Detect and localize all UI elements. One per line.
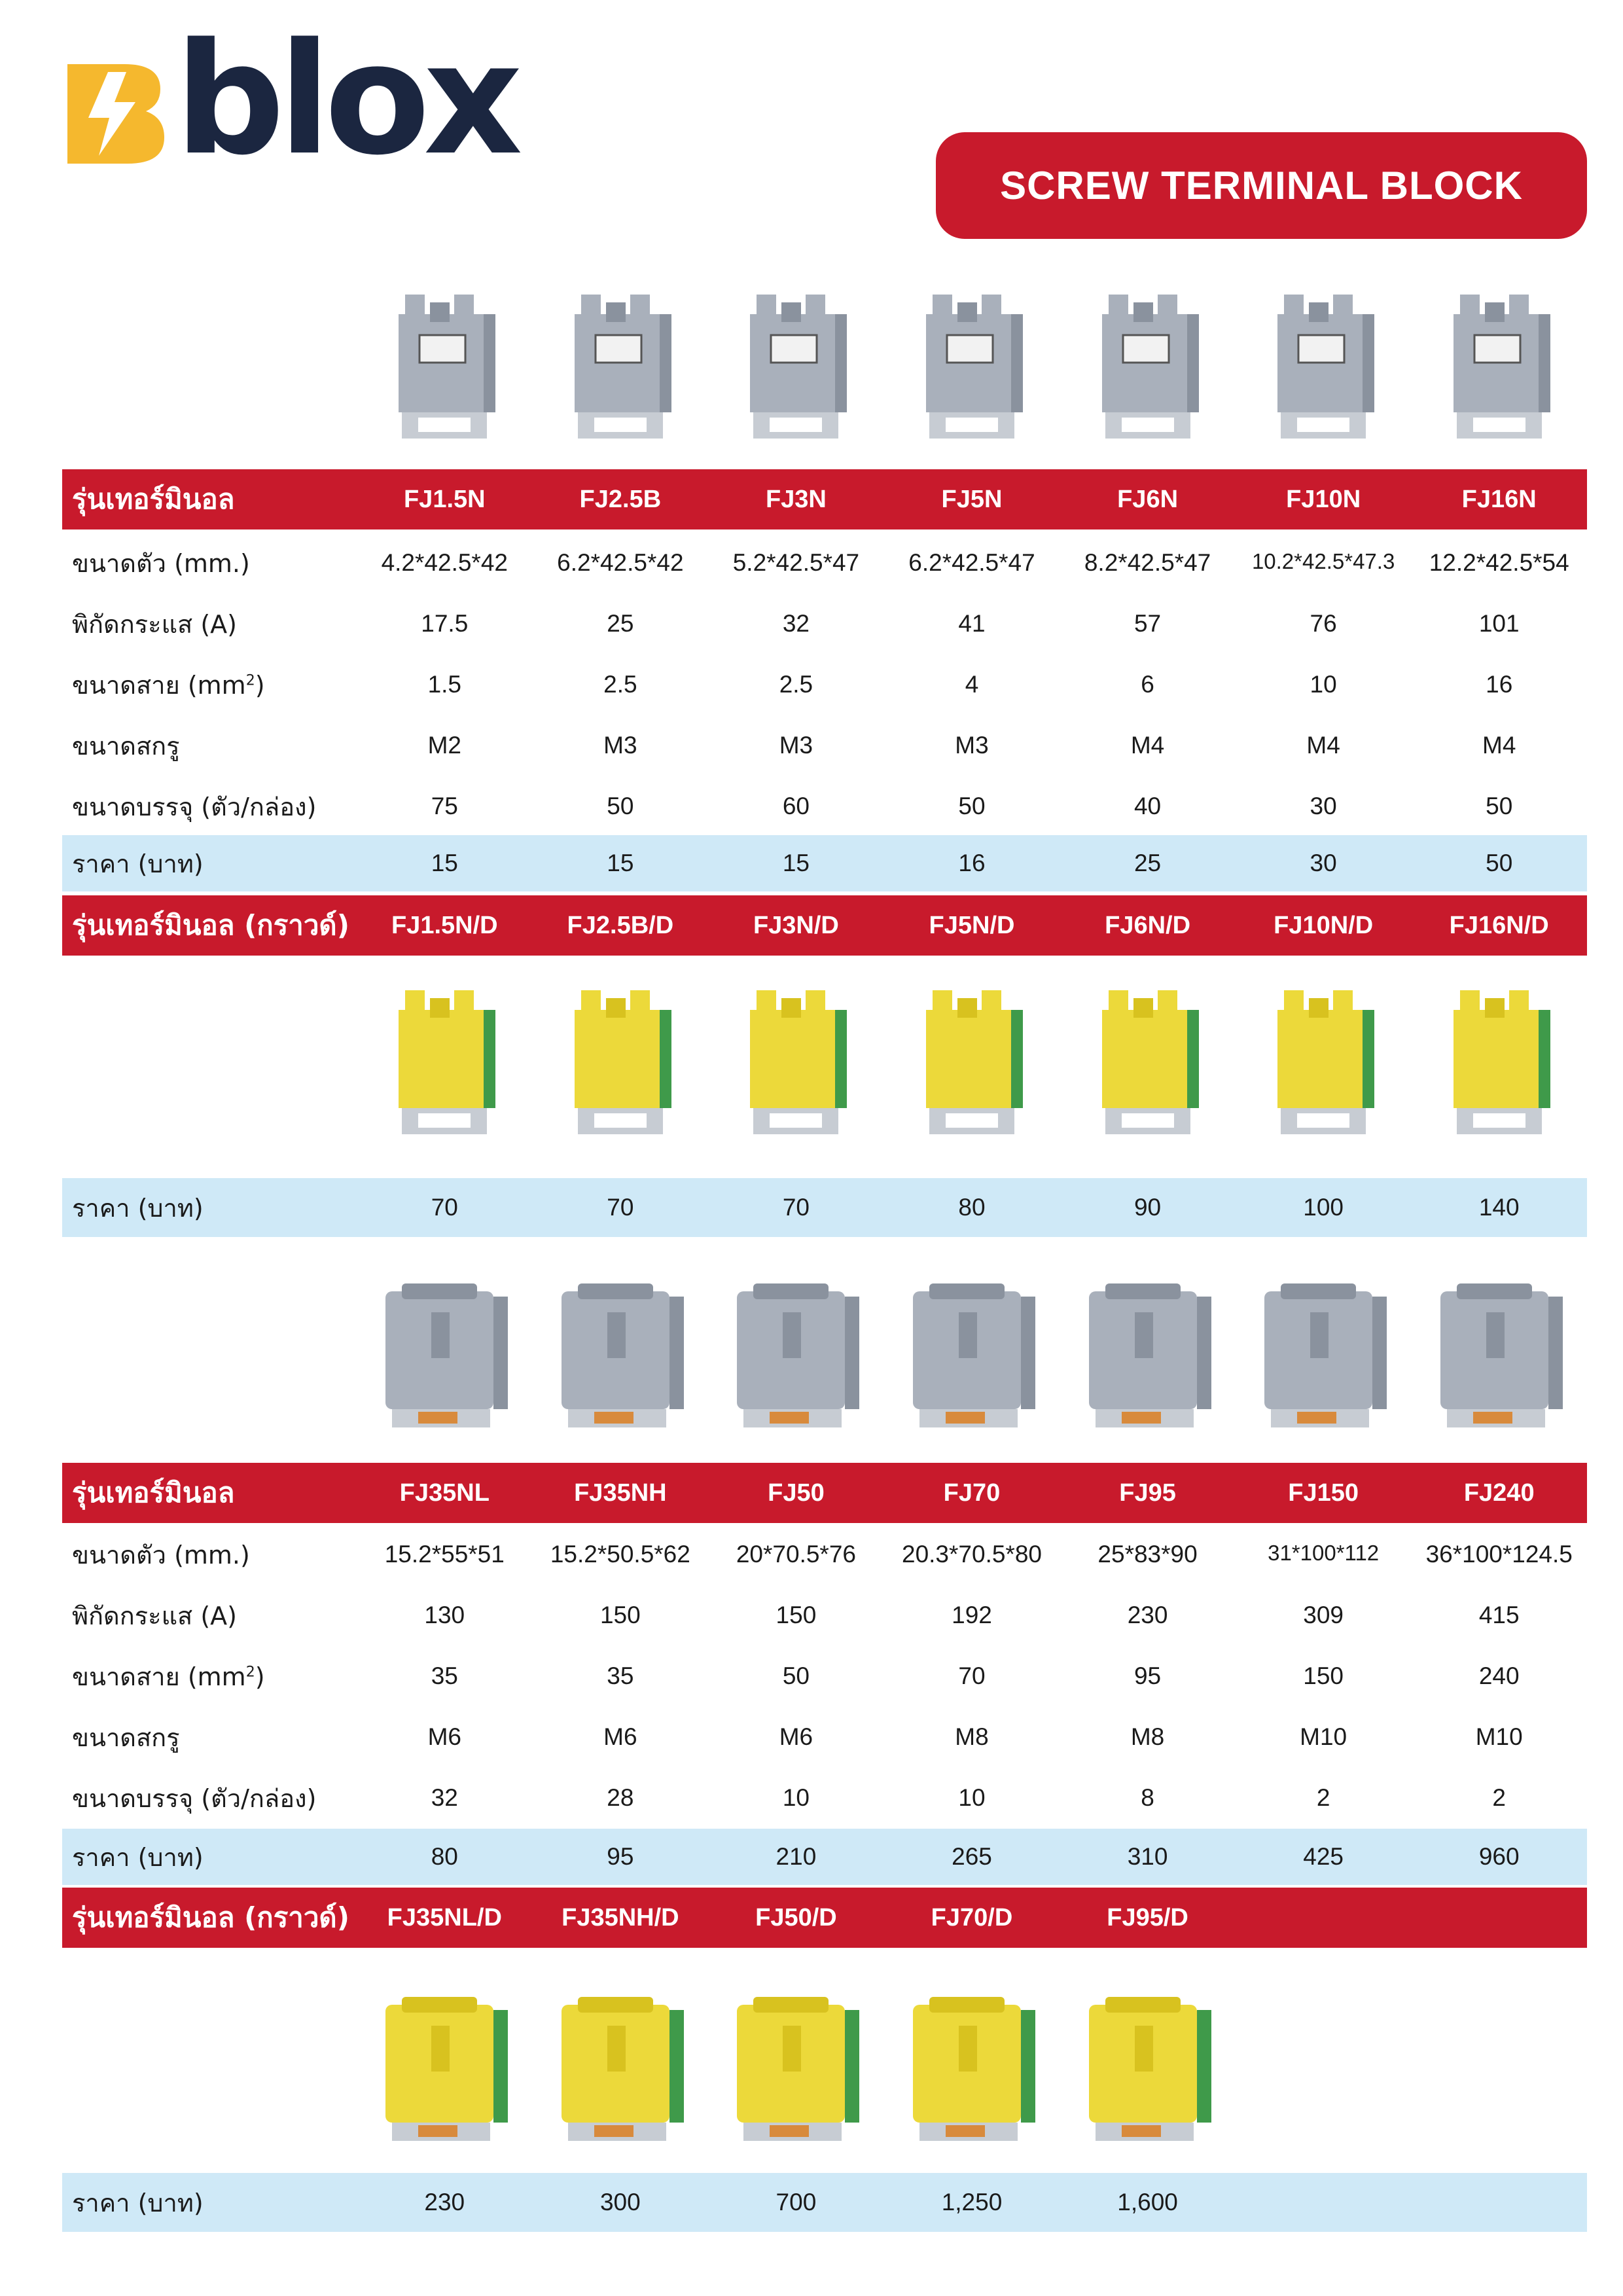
model-cell: FJ10N <box>1286 485 1361 513</box>
product-image <box>357 1268 533 1439</box>
screw-cell: M4 <box>1306 732 1340 759</box>
ground-model-cell: FJ35NL/D <box>387 1903 502 1931</box>
price-cell: 210 <box>776 1843 817 1870</box>
pack-cell: 30 <box>1310 793 1337 819</box>
ground-model-cell: FJ16N/D <box>1449 911 1549 939</box>
grey-terminal-block-icon <box>1251 1272 1395 1435</box>
current-cell: 130 <box>424 1602 465 1628</box>
current-cell: 25 <box>607 610 634 637</box>
screw-cell: M4 <box>1130 732 1165 759</box>
table1-size-row <box>62 535 1587 591</box>
screw-cell: M8 <box>1130 1723 1165 1750</box>
pack-label: ขนาดบรรจุ (ตัว/กล่อง) <box>72 1784 317 1813</box>
table2-pack-row <box>62 1770 1587 1826</box>
table2-screw-row <box>62 1709 1587 1765</box>
ground-price-cell <box>1236 2189 1412 2216</box>
wire-label-close: ) <box>255 670 265 700</box>
grey-terminal-block-icon <box>1427 1272 1571 1435</box>
model-ground-label: รุ่นเทอร์มินอล (กราวด์) <box>72 1901 349 1933</box>
wire-cell: 2.5 <box>603 671 637 698</box>
product-image <box>357 967 533 1157</box>
product-image <box>884 967 1060 1157</box>
ground-model-cell: FJ1.5N/D <box>391 911 498 939</box>
table1-model-row <box>62 469 1587 529</box>
product-image <box>1236 1268 1412 1439</box>
yellow-green-terminal-block-icon <box>730 984 861 1141</box>
size-cell: 20.3*70.5*80 <box>902 1541 1042 1568</box>
wire-cell: 240 <box>1478 1662 1520 1689</box>
product-image <box>1411 967 1587 1157</box>
product-image <box>1060 1973 1236 2160</box>
table1-ground-price-row <box>62 1178 1587 1237</box>
product-image <box>884 1268 1060 1439</box>
size-cell: 20*70.5*76 <box>736 1541 856 1568</box>
table2-current-row <box>62 1587 1587 1643</box>
wire-cell: 50 <box>782 1662 810 1689</box>
yellow-green-terminal-block-icon <box>372 1985 516 2149</box>
ground-price-cell: 1,600 <box>1117 2189 1178 2215</box>
size-cell: 10.2*42.5*47.3 <box>1251 549 1395 573</box>
grey-terminal-block-icon <box>900 1272 1044 1435</box>
model-cell: FJ50 <box>768 1479 825 1507</box>
price-cell: 265 <box>952 1843 992 1870</box>
ground-price-cell: 140 <box>1478 1194 1520 1221</box>
wire-label-text: ขนาดสาย (mm <box>72 670 246 700</box>
ground-model-cell: FJ50/D <box>755 1903 837 1931</box>
pack-cell: 10 <box>782 1784 810 1811</box>
product-image <box>884 1973 1060 2160</box>
product-image <box>357 268 533 465</box>
ground-model-cell: FJ5N/D <box>929 911 1015 939</box>
wire-cell: 4 <box>965 671 979 698</box>
product-image <box>1236 268 1412 465</box>
current-cell: 415 <box>1478 1602 1520 1628</box>
wire-cell: 35 <box>607 1662 634 1689</box>
table1-ground-model-row <box>62 895 1587 956</box>
size-cell: 8.2*42.5*47 <box>1084 549 1211 576</box>
screw-cell: M3 <box>955 732 989 759</box>
current-cell: 17.5 <box>421 610 469 637</box>
model-cell: FJ1.5N <box>403 485 486 513</box>
ground-price-cell: 80 <box>958 1194 986 1221</box>
wire-label-superscript: 2 <box>245 672 255 689</box>
ground-model-cell: FJ70/D <box>931 1903 1013 1931</box>
yellow-green-terminal-block-icon <box>548 1985 692 2149</box>
current-cell: 76 <box>1310 610 1337 637</box>
pack-cell: 75 <box>431 793 458 819</box>
grey-terminal-block-icon <box>379 288 510 445</box>
model-cell: FJ35NL <box>399 1479 490 1507</box>
current-label: พิกัดกระแส (A) <box>72 1601 237 1630</box>
wire-cell: 70 <box>958 1662 986 1689</box>
table1-screw-row <box>62 717 1587 774</box>
product-image <box>708 1973 884 2160</box>
current-cell: 150 <box>776 1602 817 1628</box>
wire-label-text: ขนาดสาย (mm <box>72 1662 246 1691</box>
size-cell: 15.2*50.5*62 <box>550 1541 690 1568</box>
size-label: ขนาดตัว (mm.) <box>72 1540 250 1570</box>
screw-cell: M3 <box>779 732 813 759</box>
product-image <box>708 1268 884 1439</box>
model-cell: FJ16N <box>1461 485 1537 513</box>
pack-label: ขนาดบรรจุ (ตัว/กล่อง) <box>72 792 317 821</box>
pack-cell: 50 <box>1486 793 1513 819</box>
ground-model-cell: FJ35NH/D <box>562 1903 679 1931</box>
table2-ground-model-row <box>62 1888 1587 1948</box>
wire-label <box>62 1657 357 1696</box>
wire-cell: 150 <box>1303 1662 1344 1689</box>
product-image <box>1060 1268 1236 1439</box>
product-image <box>1411 1268 1587 1439</box>
size-cell: 5.2*42.5*47 <box>732 549 860 576</box>
wire-cell: 10 <box>1310 671 1337 698</box>
price-cell: 15 <box>431 850 458 876</box>
size-cell: 6.2*42.5*42 <box>557 549 684 576</box>
price-label: ราคา (บาท) <box>72 1842 204 1872</box>
wire-label <box>62 665 357 705</box>
wire-label-close: ) <box>255 1662 265 1691</box>
product-image <box>357 1973 533 2160</box>
size-cell: 15.2*55*51 <box>384 1541 505 1568</box>
pack-cell: 10 <box>958 1784 986 1811</box>
screw-cell: M10 <box>1475 1723 1523 1750</box>
size-cell: 12.2*42.5*54 <box>1429 549 1569 576</box>
model-cell: FJ95 <box>1119 1479 1176 1507</box>
current-cell: 150 <box>599 1602 641 1628</box>
wire-cell: 95 <box>1133 1662 1162 1689</box>
blox-logo-mark-icon <box>62 58 167 169</box>
grey-terminal-block-icon <box>548 1272 692 1435</box>
wire-cell: 2.5 <box>779 671 813 698</box>
product-image <box>708 268 884 465</box>
wire-cell: 16 <box>1486 671 1513 698</box>
current-cell: 309 <box>1303 1602 1344 1628</box>
size-label: ขนาดตัว (mm.) <box>72 548 250 578</box>
current-cell: 32 <box>782 610 810 637</box>
current-cell: 57 <box>1133 610 1162 637</box>
brand-logo <box>62 10 516 189</box>
ground-model-cell <box>1236 1904 1412 1932</box>
yellow-green-terminal-block-icon <box>555 984 686 1141</box>
yellow-green-terminal-block-icon <box>379 984 510 1141</box>
screw-label: ขนาดสกรู <box>72 731 180 761</box>
table2-price-row <box>62 1829 1587 1885</box>
wire-label-superscript: 2 <box>245 1663 255 1680</box>
product-image <box>533 1268 709 1439</box>
model-cell: FJ150 <box>1288 1479 1359 1507</box>
model-cell: FJ2.5B <box>579 485 662 513</box>
pack-cell: 2 <box>1492 1784 1506 1811</box>
ground-price-cell: 70 <box>782 1194 810 1221</box>
ground-model-cell <box>1411 1904 1587 1932</box>
screw-cell: M6 <box>427 1723 461 1750</box>
model-ground-label: รุ่นเทอร์มินอล (กราวด์) <box>72 909 349 941</box>
brand-name: blox <box>175 10 516 189</box>
yellow-green-terminal-block-icon <box>900 1985 1044 2149</box>
price-cell: 30 <box>1310 850 1337 876</box>
product-image <box>708 967 884 1157</box>
product-image <box>533 268 709 465</box>
price-cell: 960 <box>1478 1843 1520 1870</box>
wire-cell: 35 <box>431 1662 458 1689</box>
yellow-green-terminal-block-icon <box>1076 1985 1220 2149</box>
table2-model-row <box>62 1463 1587 1523</box>
price-cell: 80 <box>431 1843 458 1870</box>
pack-cell: 28 <box>607 1784 634 1811</box>
size-cell: 36*100*124.5 <box>1425 1541 1573 1568</box>
grey-terminal-block-icon <box>555 288 686 445</box>
grey-terminal-block-icon <box>1258 288 1389 445</box>
size-cell: 31*100*112 <box>1268 1541 1380 1565</box>
ground-price-cell: 70 <box>607 1194 634 1221</box>
ground-model-cell: FJ6N/D <box>1105 911 1191 939</box>
ground-model-cell: FJ2.5B/D <box>567 911 674 939</box>
model-label: รุ่นเทอร์มินอล <box>72 483 235 515</box>
wire-cell: 6 <box>1141 671 1154 698</box>
ground-price-cell: 230 <box>424 2189 465 2215</box>
ground-price-cell: 1,250 <box>941 2189 1003 2215</box>
model-label: รุ่นเทอร์มินอล <box>72 1477 235 1509</box>
yellow-green-terminal-block-icon <box>724 1985 868 2149</box>
product-image <box>533 1973 709 2160</box>
product-image <box>1060 268 1236 465</box>
price-label: ราคา (บาท) <box>72 1193 204 1223</box>
product-images-standard-small <box>357 268 1587 465</box>
product-images-standard-large <box>357 1268 1587 1439</box>
screw-label: ขนาดสกรู <box>72 1723 180 1752</box>
screw-cell: M3 <box>603 732 637 759</box>
table1-price-row <box>62 835 1587 891</box>
table2-size-row <box>62 1526 1587 1583</box>
table1-pack-row <box>62 778 1587 834</box>
wire-cell: 1.5 <box>427 671 461 698</box>
product-image <box>1236 1973 1412 2160</box>
price-label: ราคา (บาท) <box>72 2188 204 2217</box>
screw-cell: M2 <box>427 732 461 759</box>
table2-ground-price-row <box>62 2173 1587 2232</box>
model-cell: FJ5N <box>941 485 1003 513</box>
model-cell: FJ240 <box>1463 1479 1535 1507</box>
price-cell: 310 <box>1127 1843 1168 1870</box>
pack-cell: 60 <box>782 793 810 819</box>
product-image <box>1060 967 1236 1157</box>
current-cell: 192 <box>952 1602 992 1628</box>
price-cell: 16 <box>958 850 986 876</box>
price-cell: 15 <box>782 850 810 876</box>
price-cell: 25 <box>1133 850 1162 876</box>
yellow-green-terminal-block-icon <box>1082 984 1213 1141</box>
pack-cell: 32 <box>431 1784 458 1811</box>
ground-model-cell: FJ10N/D <box>1274 911 1374 939</box>
product-images-ground-large <box>357 1973 1587 2160</box>
grey-terminal-block-icon <box>730 288 861 445</box>
current-label: พิกัดกระแส (A) <box>72 609 237 639</box>
grey-terminal-block-icon <box>1434 288 1565 445</box>
yellow-green-terminal-block-icon <box>1258 984 1389 1141</box>
ground-model-cell: FJ95/D <box>1107 1903 1188 1931</box>
screw-cell: M8 <box>955 1723 989 1750</box>
price-cell: 15 <box>607 850 634 876</box>
grey-terminal-block-icon <box>372 1272 516 1435</box>
price-cell: 95 <box>607 1843 634 1870</box>
product-images-ground-small <box>357 967 1587 1157</box>
pack-cell: 40 <box>1133 793 1162 819</box>
product-image <box>1411 1973 1587 2160</box>
page-title: SCREW TERMINAL BLOCK <box>936 132 1587 239</box>
size-cell: 4.2*42.5*42 <box>381 549 508 576</box>
screw-cell: M6 <box>603 1723 637 1750</box>
pack-cell: 50 <box>958 793 986 819</box>
ground-price-cell: 100 <box>1303 1194 1344 1221</box>
grey-terminal-block-icon <box>724 1272 868 1435</box>
pack-cell: 2 <box>1316 1784 1330 1811</box>
ground-price-cell: 70 <box>431 1194 458 1221</box>
price-cell: 50 <box>1486 850 1513 876</box>
table2-wire-row <box>62 1648 1587 1704</box>
model-cell: FJ35NH <box>574 1479 667 1507</box>
ground-price-cell: 300 <box>599 2189 641 2215</box>
ground-model-cell: FJ3N/D <box>753 911 839 939</box>
grey-terminal-block-icon <box>1082 288 1213 445</box>
product-image <box>884 268 1060 465</box>
size-cell: 6.2*42.5*47 <box>908 549 1035 576</box>
grey-terminal-block-icon <box>906 288 1037 445</box>
current-cell: 230 <box>1127 1602 1168 1628</box>
size-cell: 25*83*90 <box>1097 1541 1198 1568</box>
product-image <box>1236 967 1412 1157</box>
current-cell: 41 <box>958 610 986 637</box>
product-image <box>1411 268 1587 465</box>
model-cell: FJ6N <box>1117 485 1179 513</box>
ground-price-cell: 90 <box>1133 1194 1162 1221</box>
table1-current-row <box>62 596 1587 652</box>
model-cell: FJ3N <box>765 485 827 513</box>
ground-price-cell <box>1411 2189 1587 2216</box>
pack-cell: 8 <box>1141 1784 1154 1811</box>
yellow-green-terminal-block-icon <box>906 984 1037 1141</box>
screw-cell: M4 <box>1482 732 1516 759</box>
product-image <box>533 967 709 1157</box>
screw-cell: M6 <box>779 1723 813 1750</box>
price-cell: 425 <box>1303 1843 1344 1870</box>
model-cell: FJ70 <box>943 1479 1001 1507</box>
ground-price-cell: 700 <box>776 2189 817 2215</box>
pack-cell: 50 <box>607 793 634 819</box>
yellow-green-terminal-block-icon <box>1434 984 1565 1141</box>
grey-terminal-block-icon <box>1076 1272 1220 1435</box>
current-cell: 101 <box>1478 610 1520 637</box>
screw-cell: M10 <box>1300 1723 1347 1750</box>
price-label: ราคา (บาท) <box>72 849 204 878</box>
table1-wire-row <box>62 656 1587 713</box>
